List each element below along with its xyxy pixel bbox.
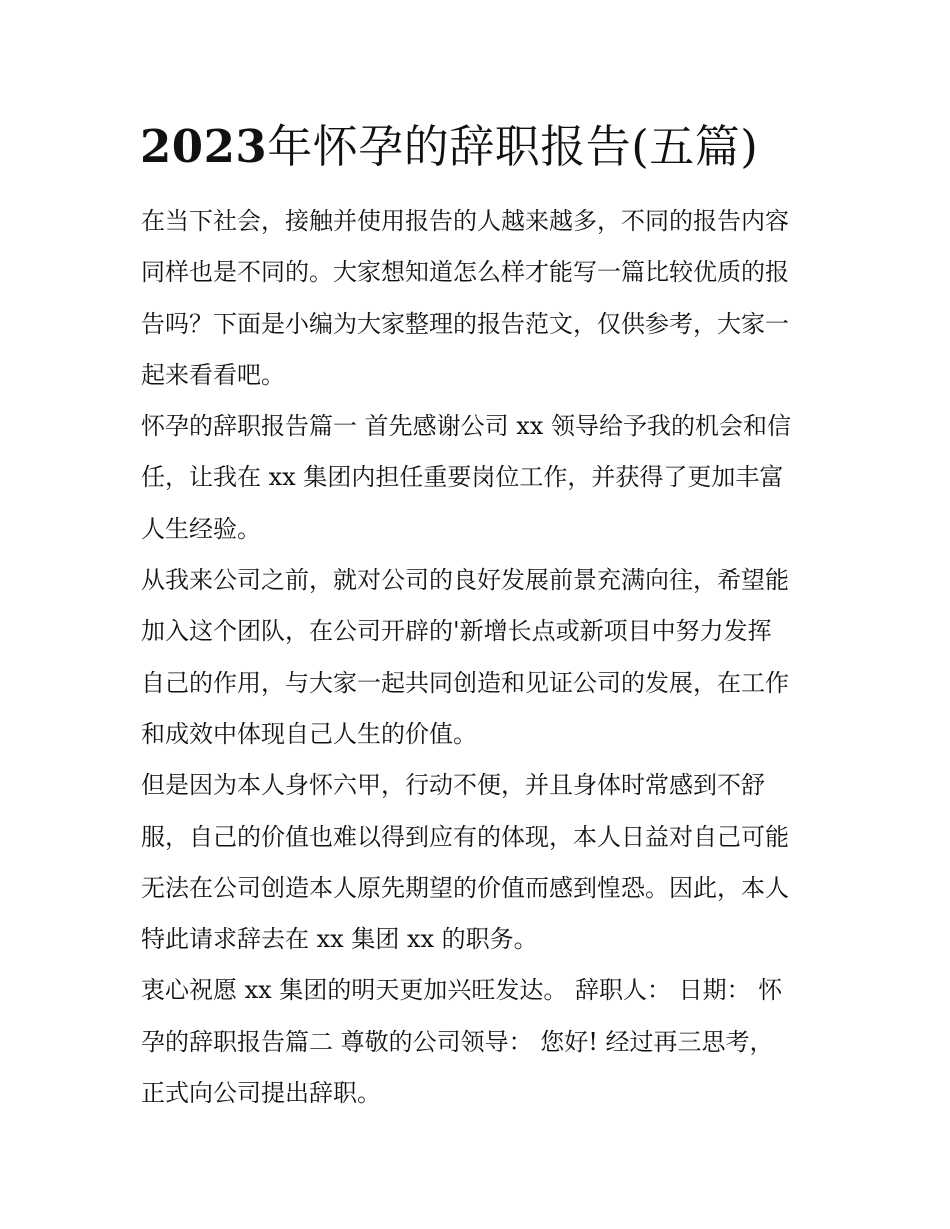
body-line: 在当下社会，接触并使用报告的人越来越多，不同的报告内容 <box>141 207 789 235</box>
body-line: 服，自己的价值也难以得到应有的体现，本人日益对自己可能 <box>141 822 789 851</box>
body-line: 同样也是不同的。大家想知道怎么样才能写一篇比较优质的报 <box>141 258 789 287</box>
body-line: 起来看看吧。 <box>141 360 285 389</box>
body-line: 告吗？下面是小编为大家整理的报告范文，仅供参考，大家一 <box>141 309 789 338</box>
body-line: 衷心祝愿 xx 集团的明天更加兴旺发达。 辞职人： 日期： 怀 <box>141 976 783 1005</box>
document-body <box>141 196 821 1119</box>
body-line: 正式向公司提出辞职。 <box>141 1079 381 1108</box>
title-text: 年怀孕的辞职报告(五篇) <box>267 120 759 173</box>
body-line: 无法在公司创造本人原先期望的价值而感到惶恐。因此，本人 <box>141 873 789 902</box>
title-year: 2023 <box>140 120 268 173</box>
body-line: 人生经验。 <box>141 514 261 543</box>
body-line: 从我来公司之前，就对公司的良好发展前景充满向往，希望能 <box>141 566 789 595</box>
body-line: 自己的作用，与大家一起共同创造和见证公司的发展，在工作 <box>141 668 789 697</box>
body-line: 怀孕的辞职报告篇一 首先感谢公司 xx 领导给予我的机会和信 <box>141 412 791 441</box>
document-title <box>140 113 840 181</box>
body-line: 加入这个团队，在公司开辟的'新增长点或新项目中努力发挥 <box>141 617 772 646</box>
body-line: 孕的辞职报告篇二 尊敬的公司领导： 您好! 经过再三思考， <box>141 1027 774 1056</box>
body-line: 和成效中体现自己人生的价值。 <box>141 719 477 748</box>
body-line: 但是因为本人身怀六甲，行动不便，并且身体时常感到不舒 <box>141 771 765 800</box>
body-line: 任，让我在 xx 集团内担任重要岗位工作，并获得了更加丰富 <box>141 463 784 492</box>
body-line: 特此请求辞去在 xx 集团 xx 的职务。 <box>141 925 538 954</box>
